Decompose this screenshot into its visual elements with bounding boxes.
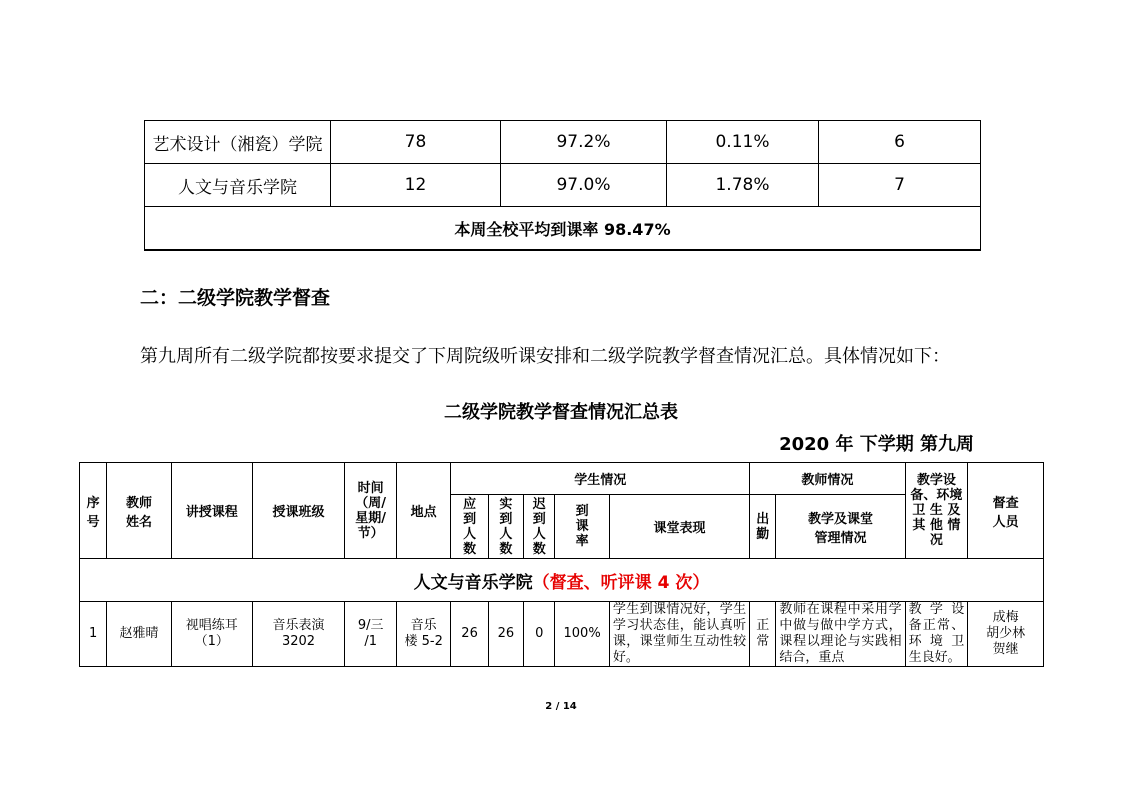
- row-late: 0: [524, 602, 555, 667]
- table-row: [145, 164, 981, 207]
- rate-cell: 97.2%: [501, 121, 667, 164]
- header-actual: 实 到 人 数: [488, 495, 523, 559]
- header-attend-rate: 到 课 率: [555, 495, 610, 559]
- row-environment: 教 学 设 备正常、环 境 卫 生良好。: [905, 602, 968, 667]
- header-performance: 课堂表现: [609, 495, 749, 559]
- header-attendance: 出 勤: [750, 495, 776, 559]
- row-place: 音乐 楼 5-2: [396, 602, 451, 667]
- late-cell: 0.11%: [667, 121, 819, 164]
- header-teacher-group: 教师情况: [750, 463, 905, 495]
- header-time: 时间 （周/ 星期/ 节）: [345, 463, 396, 559]
- header-course: 讲授课程: [171, 463, 252, 559]
- row-no: 1: [80, 602, 107, 667]
- attendance-summary-table: [144, 120, 981, 251]
- table-title: 二级学院教学督查情况汇总表: [444, 402, 678, 423]
- table-row: [145, 121, 981, 164]
- header-student-group: 学生情况: [451, 463, 750, 495]
- count-cell: 78: [331, 121, 501, 164]
- table-row: [80, 602, 1044, 667]
- header-teacher: 教师 姓名: [107, 463, 172, 559]
- row-class: 音乐表演 3202: [252, 602, 345, 667]
- late-cell: 1.78%: [667, 164, 819, 207]
- college-name: 人文与音乐学院: [145, 164, 331, 207]
- header-inspectors: 督查 人员: [968, 463, 1044, 559]
- header-no: 序 号: [80, 463, 107, 559]
- intro-paragraph: 第九周所有二级学院都按要求提交了下周院级听课安排和二级学院教学督查情况汇总。具体情况如下：: [140, 346, 950, 367]
- header-management: 教学及课堂 管理情况: [776, 495, 905, 559]
- row-attendance: 正 常: [750, 602, 776, 667]
- group-college-name: 人文与音乐学院: [413, 572, 533, 593]
- school-average: 本周全校平均到课率 98.47%: [145, 207, 981, 251]
- header-class: 授课班级: [252, 463, 345, 559]
- college-group-row: [80, 559, 1044, 602]
- page-number: 2 / 14: [545, 701, 577, 712]
- rate-cell: 97.0%: [501, 164, 667, 207]
- row-inspectors: 成梅 胡少林 贺继: [968, 602, 1044, 667]
- other-cell: 7: [819, 164, 981, 207]
- row-time: 9/三 /1: [345, 602, 396, 667]
- section-heading: 二：二级学院教学督查: [140, 287, 331, 309]
- row-management: 教师在课程中采用学中做与做中学方式，课程以理论与实践相结合，重点: [776, 602, 905, 667]
- row-course: 视唱练耳 （1）: [171, 602, 252, 667]
- college-group-label: [80, 559, 1044, 602]
- header-expected: 应 到 人 数: [451, 495, 488, 559]
- average-row: [145, 207, 981, 251]
- row-teacher: 赵雅晴: [107, 602, 172, 667]
- other-cell: 6: [819, 121, 981, 164]
- header-environment: 教学设 备、环境 卫 生 及 其 他 情 况: [905, 463, 968, 559]
- header-row: [80, 463, 1044, 495]
- row-rate: 100%: [555, 602, 610, 667]
- inspection-detail-table: [79, 462, 1044, 667]
- header-place: 地点: [396, 463, 451, 559]
- group-note: （督查、听评课 4 次）: [532, 572, 710, 593]
- college-name: 艺术设计（湘瓷）学院: [145, 121, 331, 164]
- header-late: 迟 到 人 数: [524, 495, 555, 559]
- row-actual: 26: [488, 602, 523, 667]
- row-expected: 26: [451, 602, 488, 667]
- term-line: 2020 年 下学期 第九周: [779, 434, 974, 455]
- row-performance: 学生到课情况好，学生学习状态佳，能认真听课，课堂师生互动性较好。: [609, 602, 749, 667]
- count-cell: 12: [331, 164, 501, 207]
